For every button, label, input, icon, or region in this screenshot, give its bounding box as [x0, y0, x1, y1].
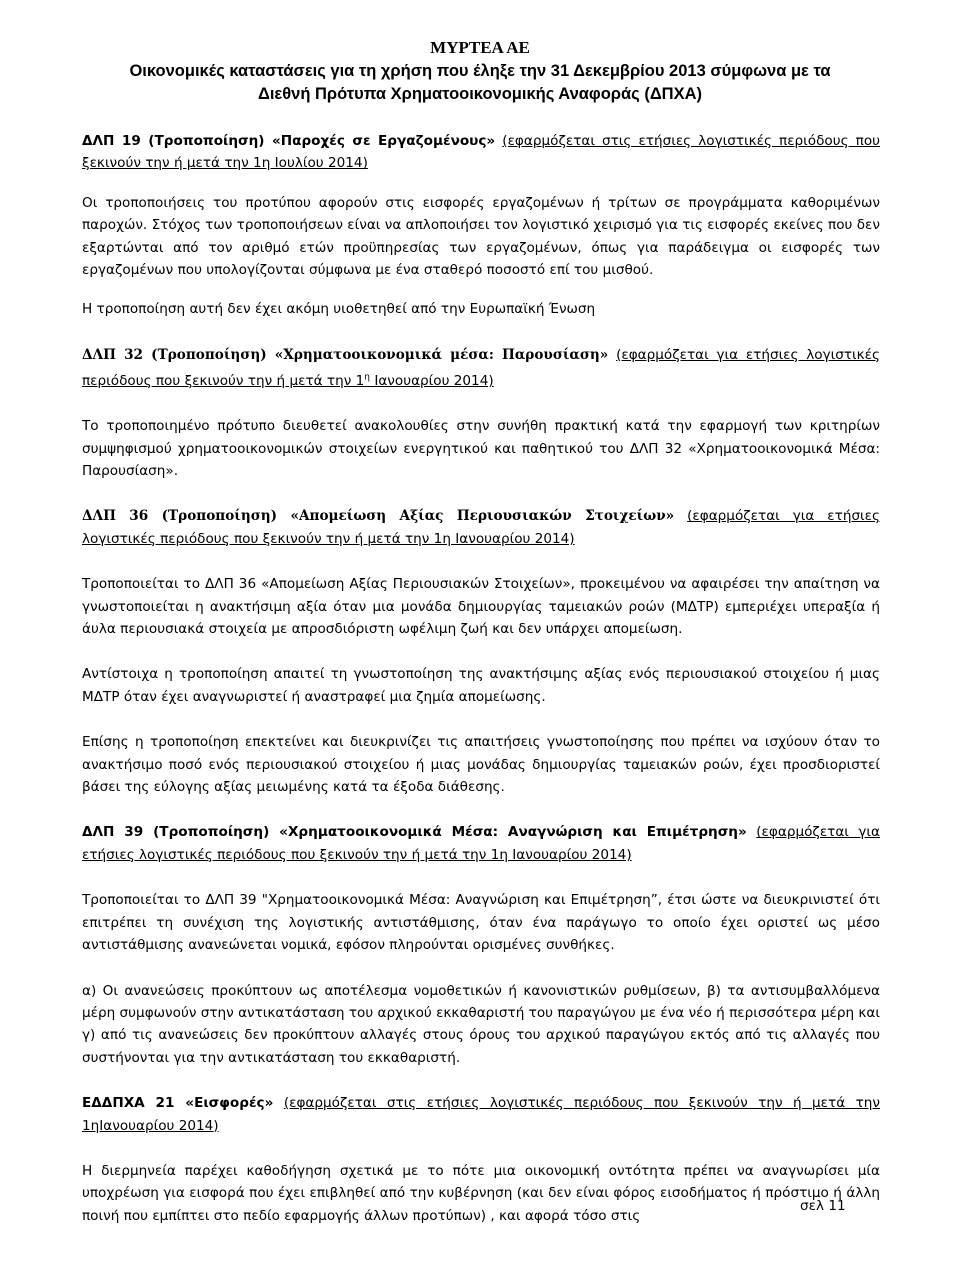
ias39-applicability: (εφαρμόζεται για ετήσιες λογιστικές περιόδους που ξεκινούν την ή μετά την 1η Ιανουαρίου 2014) — [82, 824, 880, 863]
report-title-line-1: Οικονομικές καταστάσεις για τη χρήση που έληξε την 31 Δεκεμβρίου 2013 σύμφωνα με τα — [129, 62, 831, 80]
document-body — [82, 130, 880, 1250]
ifric21-heading-paragraph — [82, 1092, 880, 1137]
ifric21-paragraph-1: Η διερμηνεία παρέχει καθοδήγηση σχετικά με το πότε μια οικονομική οντότητα πρέπει να αναγνωρίσει μία υποχρέωση για εισφορά που έχει επιβληθεί από την κυβέρνηση (και δεν είναι φόρος εισοδήματος ή πρόστιμο ή άλλη ποινή που εμπίπτει στο πεδίο εφαρμογής άλλων προτύπων) , και αφορά τόσο στις — [82, 1162, 880, 1224]
ias36-heading: ΔΛΠ 36 (Τροποποίηση) «Απομείωση Αξίας Περιουσιακών Στοιχείων» — [82, 508, 675, 525]
company-name: ΜΥΡΤΕΑ ΑΕ — [430, 38, 530, 57]
ias36-paragraph-1: Τροποποιείται το ΔΛΠ 36 «Απομείωση Αξίας Περιουσιακών Στοιχείων», προκειμένου να αφαιρέσει την απαίτηση να γνωστοποιείται η ανακτήσιμη αξία όταν μια μονάδα δημιουργίας ταμειακών ροών (ΜΔΤΡ) εμπεριέχει υπεραξία ή άυλα περιουσιακά στοιχεία με απροσδιόριστη ωφέλιμη ζωή και δεν υπάρχει απομείωση. — [82, 576, 880, 638]
ias32-applicability-sup: η — [364, 372, 370, 383]
ifric21-applicability: (εφαρμόζεται στις ετήσιες λογιστικές περιόδους που ξεκινούν την ή μετά την 1ηΙανουαρίου 2014) — [82, 1095, 880, 1134]
ias32-paragraph-1: Το τροποποιημένο πρότυπο διευθετεί ανακολουθίες στην συνήθη πρακτική κατά την εφαρμογή των κριτηρίων συμψηφισμού χρηματοοικονομικών στοιχείων ενεργητικού και παθητικού του ΔΛΠ 32 «Χρηματοοικονομικά Μέσα: Παρουσίαση». — [82, 418, 880, 479]
ias36-paragraph-2: Αντίστοιχα η τροποποίηση απαιτεί τη γνωστοποίηση της ανακτήσιμης αξίας ενός περιουσιακού στοιχείου ή μιας ΜΔΤΡ όταν έχει αναγνωριστεί ή αναστραφεί μια ζημία απομείωσης. — [82, 666, 880, 705]
ias19-applicability: (εφαρμόζεται στις ετήσιες λογιστικές περιόδους που ξεκινούν την ή μετά την 1η Ιουλίου 2014) — [82, 133, 881, 172]
ias32-applicability-post: Ιανουαρίου 2014) — [370, 372, 494, 389]
ias36-heading-paragraph — [82, 505, 880, 550]
ias39-paragraph-1: Τροποποιείται το ΔΛΠ 39 "Χρηματοοικονομικά Μέσα: Αναγνώριση και Επιμέτρηση”, έτσι ώστε να διευκρινιστεί ότι επιτρέπει τη συνέχιση της λογιστικής αντιστάθμισης, όταν ένα παράγωγο το οποίο έχει οριστεί ως μέσο αντιστάθμισης ανανεώνεται νομικά, εφόσον πληρούνται ορισμένες συνθήκες. — [82, 892, 880, 954]
page-number: σελ 11 — [800, 1198, 846, 1214]
report-title-line-2: Διεθνή Πρότυπα Χρηματοοικονομικής Αναφοράς (ΔΠΧΑ) — [257, 85, 703, 103]
document-header — [0, 36, 960, 106]
ias32-applicability-pre: (εφαρμόζεται για ετήσιες λογιστικές περιόδους που ξεκινούν την ή μετά την 1 — [82, 346, 880, 389]
ias39-heading: ΔΛΠ 39 (Τροποποίηση) «Χρηματοοικονομικά Μέσα: Αναγνώριση και Επιμέτρηση» — [82, 824, 747, 841]
ifric21-heading: ΕΔΔΠΧΑ 21 «Εισφορές» — [82, 1095, 274, 1112]
ias19-paragraph-1: Οι τροποποιήσεις του προτύπου αφορούν στις εισφορές εργαζομένων ή τρίτων σε προγράμματα καθοριμένων παροχών. Στόχος των τροποποιήσεων είναι να απλοποιήσει τον λογιστικό χειρισμό για τις εισφορές εκείνες που δεν εξαρτώνται από τον αριθμό ετών προϋπηρεσίας των εργαζομένων, όπως για παράδειγμα οι εισφορές των εργαζομένων που υπολογίζονται σύμφωνα με ένα σταθερό ποσοστό επί του μισθού. — [82, 194, 880, 279]
ias32-heading-paragraph — [82, 344, 880, 392]
ias19-heading: ΔΛΠ 19 (Τροποποίηση) «Παροχές σε Εργαζομένους» — [82, 133, 496, 149]
ias39-heading-paragraph — [82, 821, 880, 866]
ias19-heading-paragraph — [82, 130, 880, 175]
ias36-paragraph-3: Επίσης η τροποποίηση επεκτείνει και διευκρινίζει τις απαιτήσεις γνωστοποίησης που πρέπει να ισχύουν όταν το ανακτήσιμο ποσό ενός περιουσιακού στοιχείου ή μιας μονάδας δημιουργίας ταμειακών ροών, έχει προσδιοριστεί βάσει της εύλογης αξίας μειωμένης κατά τα έξοδα διάθεσης. — [82, 734, 880, 796]
ias32-heading: ΔΛΠ 32 (Τροποποίηση) «Χρηματοοικονομικά μέσα: Παρουσίαση» — [82, 346, 609, 363]
ias39-paragraph-2: α) Οι ανανεώσεις προκύπτουν ως αποτέλεσμα νομοθετικών ή κανονιστικών ρυθμίσεων, β) τα αντισυμβαλλόμενα μέρη συμφωνούν στην αντικατάσταση του αρχικού εκκαθαριστή του παραγώγου με ένα νέο ή περισσότερα μέρη και γ) από τις ανανεώσεις δεν προκύπτουν αλλαγές στους όρους του αρχικού παραγώγου εκτός από τις αλλαγές που συστήνονται για την αντικατάσταση του εκκαθαριστή. — [82, 982, 880, 1066]
ias19-paragraph-2: Η τροποποίηση αυτή δεν έχει ακόμη υιοθετηθεί από την Ευρωπαϊκή Ένωση — [82, 301, 596, 318]
ias36-applicability: (εφαρμόζεται για ετήσιες λογιστικές περιόδους που ξεκινούν την ή μετά την 1η Ιανουαρίου 2014) — [82, 508, 880, 547]
